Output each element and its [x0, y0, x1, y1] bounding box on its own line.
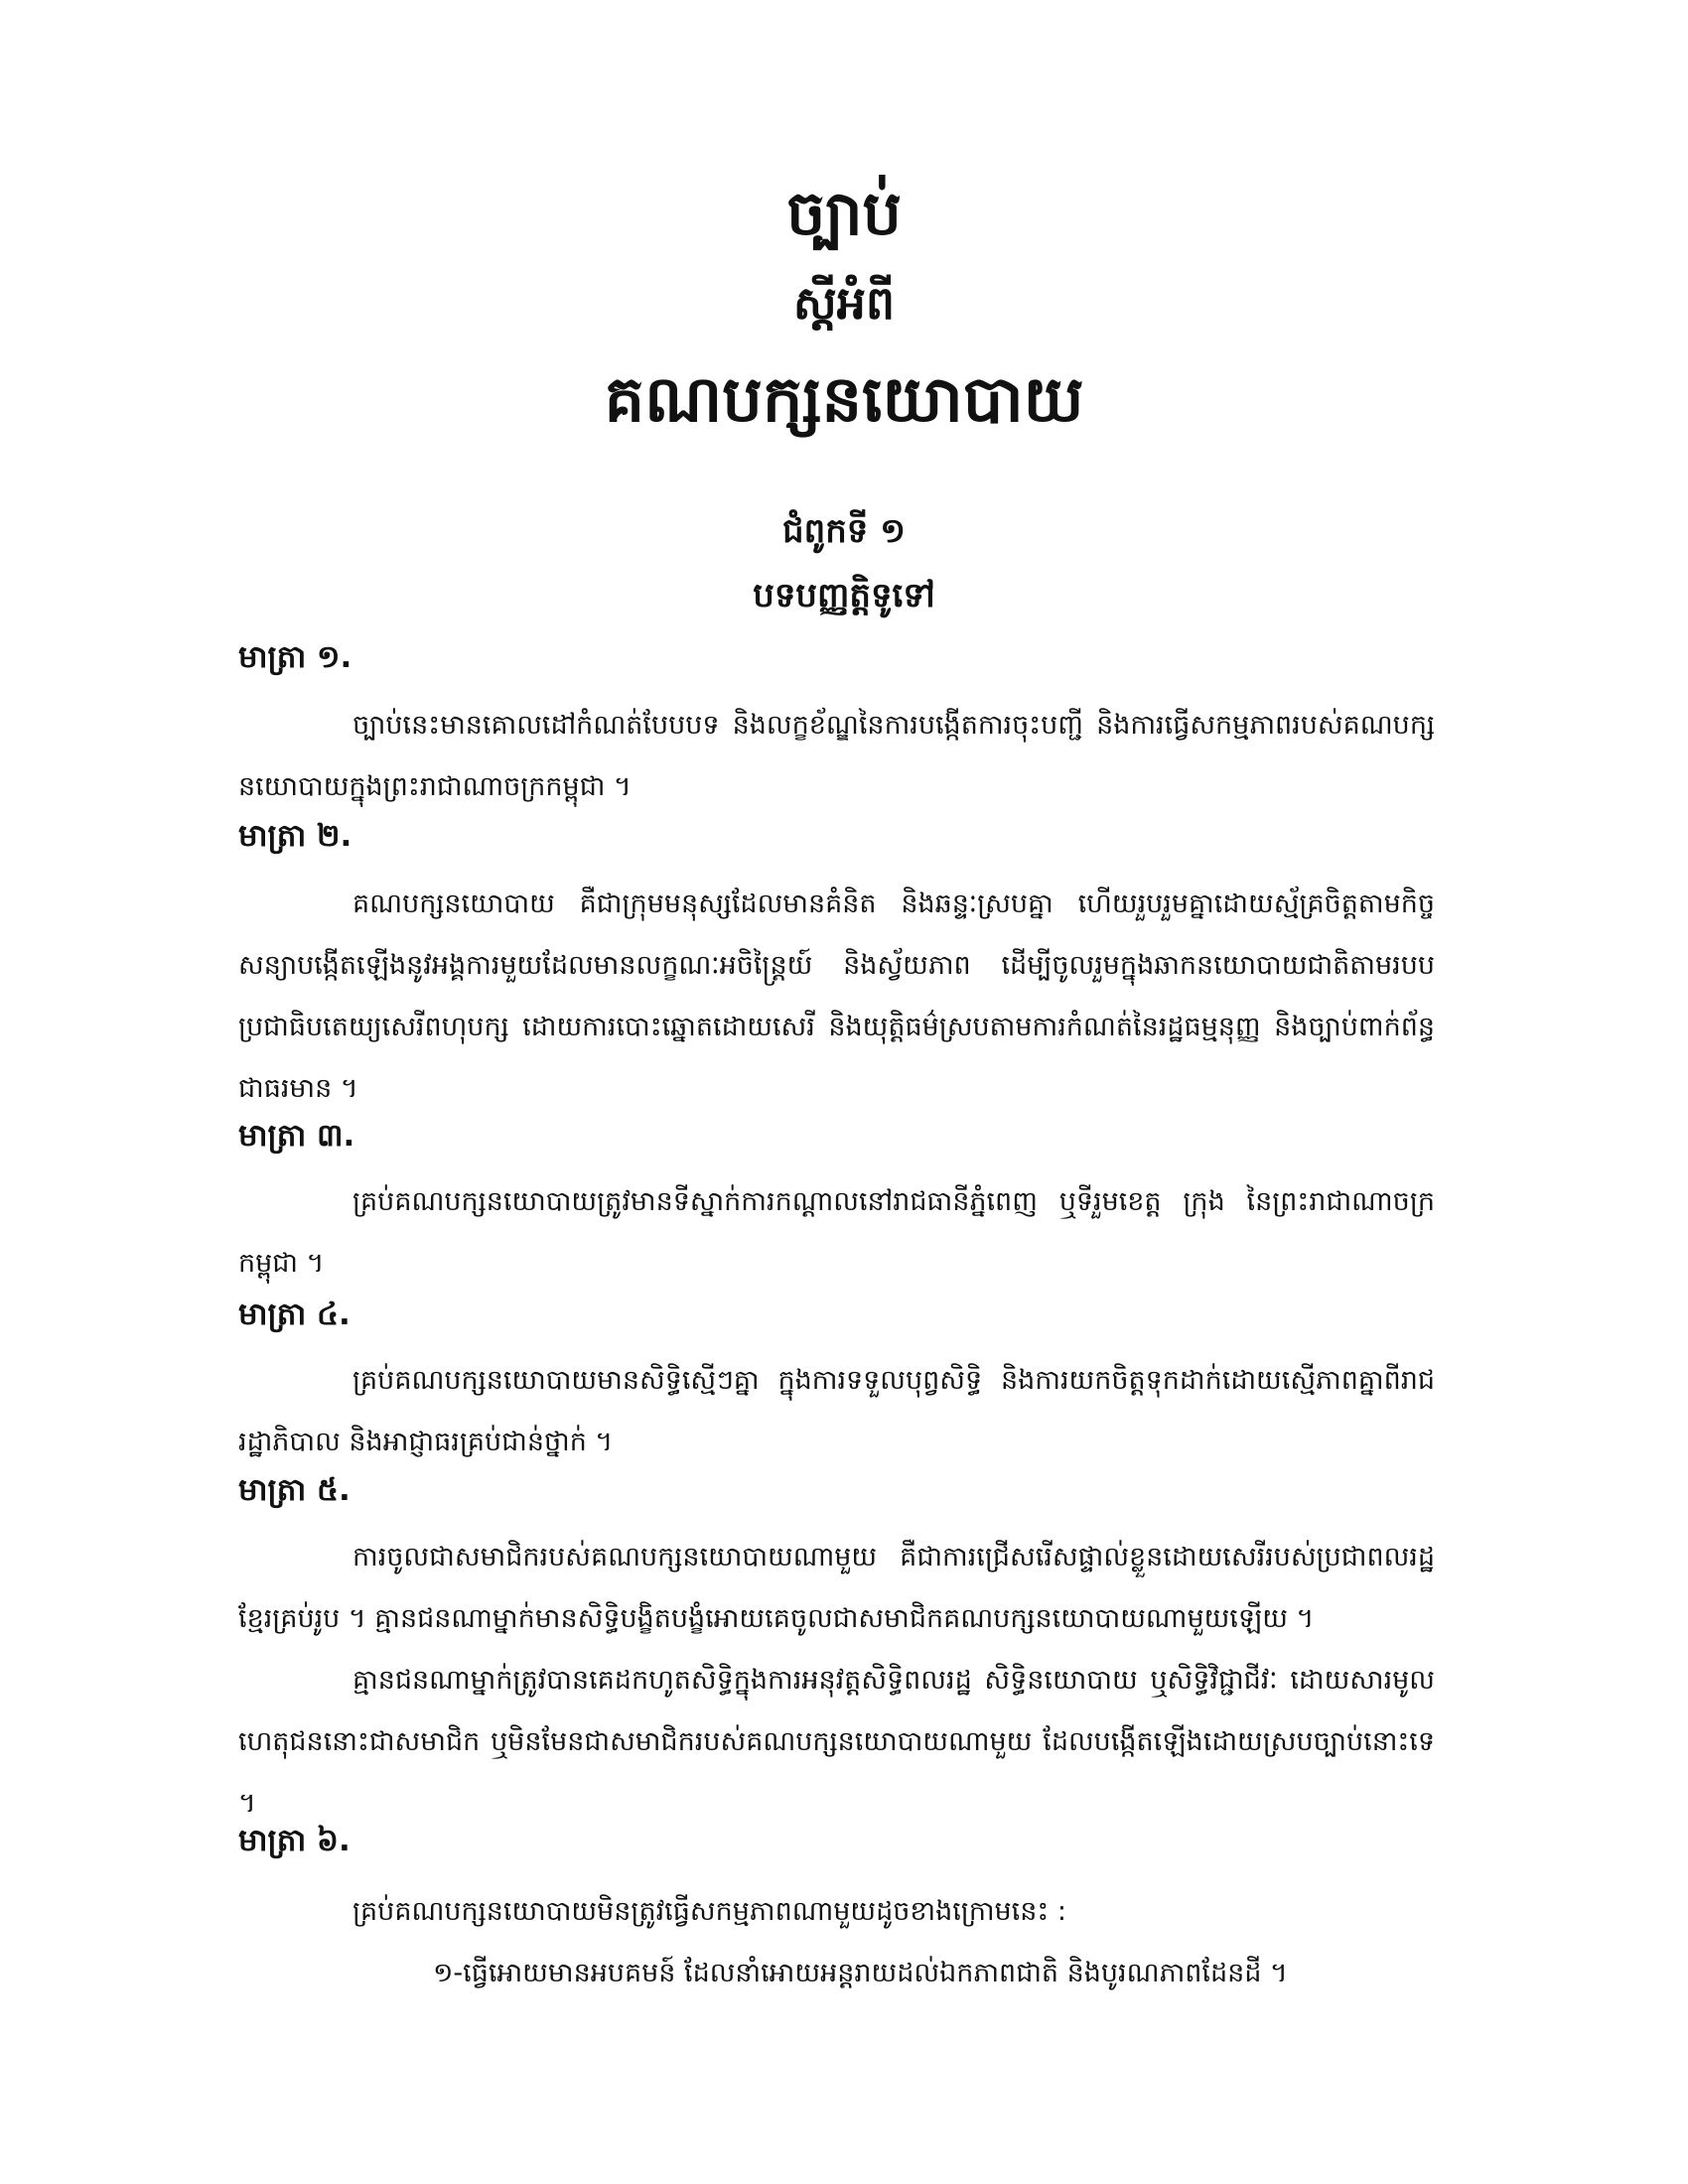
article-5-paragraph-1: ការចូលជាសមាជិករបស់គណបក្សនយោបាយណាមួយ គឺជាការជ្រើសរើសផ្ទាល់ខ្លួនដោយសេរីរបស់ប្រជាពលរដ្ឋខ្មែរគ្រប់រូប ។ គ្មានជនណាម្នាក់មានសិទ្ធិបង្ខិតបង្ខំអោយគេចូលជាសមាជិកគណបក្សនយោបាយណាមួយឡើយ ។ [238, 1542, 1435, 1634]
law-subject-title: គណបក្សនយោបាយ [604, 362, 1084, 437]
article-6-body [238, 1881, 1435, 2004]
article-5-heading: មាត្រា ៥. [238, 1472, 351, 1508]
article-2-body [238, 874, 1435, 1120]
chapter-title: បទបញ្ញត្តិទូទៅ [753, 576, 935, 615]
law-title: ច្បាប់ [786, 177, 902, 249]
article-3-paragraph-1: គ្រប់គណបក្សនយោបាយត្រូវមានទីស្នាក់ការកណ្តាលនៅរាជធានីភ្នំពេញ ឬទីរួមខេត្ត ក្រុង នៃព្រះរាជាណាចក្រកម្ពុជា ។ [238, 1186, 1435, 1279]
article-5-paragraph-2: គ្មានជនណាម្នាក់ត្រូវបានគេដកហូតសិទ្ធិក្នុងការអនុវត្តសិទ្ធិពលរដ្ឋ សិទ្ធិនយោបាយ ឬសិទ្ធិវិជ្ជាជីវៈ ដោយសារមូលហេតុជននោះជាសមាជិក ឬមិនមែនជាសមាជិករបស់គណបក្សនយោបាយណាមួយ ដែលបង្កើតឡើងដោយស្របច្បាប់នោះទេ ។ [238, 1665, 1435, 1819]
article-3-body [238, 1171, 1435, 1295]
article-6-heading: មាត្រា ៦. [238, 1823, 351, 1858]
article-4-body [238, 1350, 1435, 1473]
article-3-heading: មាត្រា ៣. [238, 1118, 355, 1154]
article-5-body [238, 1527, 1435, 1835]
article-6-paragraph-1: គ្រប់គណបក្សនយោបាយមិនត្រូវធ្វើសកម្មភាពណាមួយដូចខាងក្រោមនេះ : [352, 1896, 1066, 1927]
article-1-heading: មាត្រា ១. [238, 639, 352, 675]
article-4-heading: មាត្រា ៤. [238, 1297, 351, 1332]
article-2-heading: មាត្រា ២. [238, 818, 352, 854]
law-about-label: ស្តីអំពី [792, 276, 896, 330]
article-2-paragraph-1: គណបក្សនយោបាយ គឺជាក្រុមមនុស្សដែលមានគំនិត និងឆន្ទៈស្របគ្នា ហើយរួបរួមគ្នាដោយស្ម័គ្រចិត្តតាមកិច្ចសន្យាបង្កើតឡើងនូវអង្គការមួយដែលមានលក្ខណៈអចិន្ត្រៃយ៍ និងស្វ័យភាព ដើម្បីចូលរួមក្នុងឆាកនយោបាយជាតិតាមរបបប្រជាធិបតេយ្យសេរីពហុបក្ស ដោយការបោះឆ្នោតដោយសេរី និងយុត្តិធម៌ស្របតាមការកំណត់នៃរដ្ឋធម្មនុញ្ញ និងច្បាប់ពាក់ព័ន្ធជាធរមាន ។ [238, 888, 1435, 1104]
chapter-number: ជំពូកទី ១ [782, 511, 906, 551]
article-1-paragraph-1: ច្បាប់នេះមានគោលដៅកំណត់បែបបទ និងលក្ខខ័ណ្ឌនៃការបង្កើតការចុះបញ្ជី និងការធ្វើសកម្មភាពរបស់គណបក្សនយោបាយក្នុងព្រះរាជាណាចក្រកម្ពុជា ។ [238, 710, 1435, 802]
article-6-item-1: ១-ធ្វើអោយមានអបគមន៍ ដែលនាំអោយអន្តរាយដល់ឯកភាពជាតិ និងបូរណភាពដែនដី ។ [433, 1958, 1288, 1988]
article-4-paragraph-1: គ្រប់គណបក្សនយោបាយមានសិទ្ធិស្មើៗគ្នា ក្នុងការទទួលបុព្វសិទ្ធិ និងការយកចិត្តទុកដាក់ដោយស្មើភាពគ្នាពីរាជរដ្ឋាភិបាល និងអាជ្ញាធរគ្រប់ជាន់ថ្នាក់ ។ [238, 1365, 1435, 1457]
article-1-body [238, 695, 1435, 818]
